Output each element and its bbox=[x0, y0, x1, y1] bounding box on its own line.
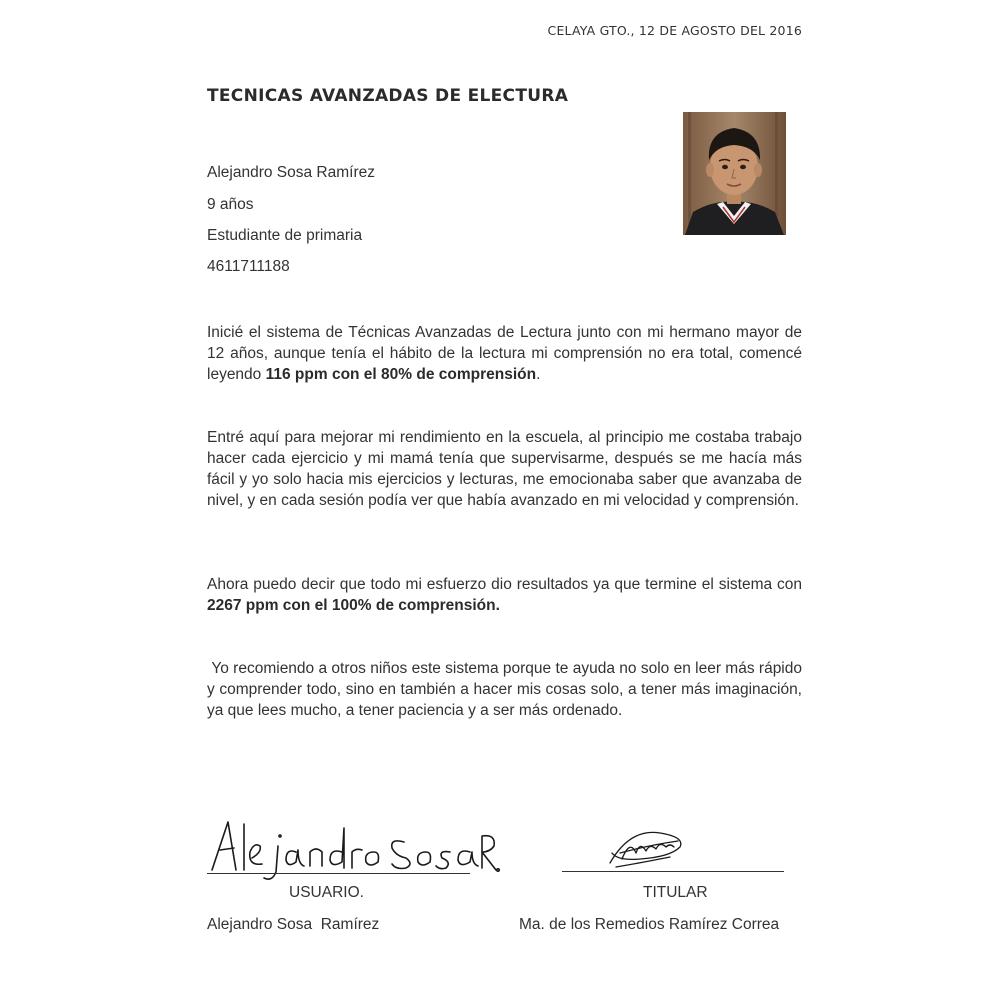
paragraph-start bbox=[207, 322, 802, 385]
paragraph-experience: Entré aquí para mejorar mi rendimiento en la escuela, al principio me costaba trabajo hacer cada ejercicio y mi mamá tenía que supervisarme, después se me hacía más fácil y yo solo hacia mis ejercicios y lecturas, me emocionaba saber que avanzaba de nivel, y en cada sesión podía ver que había avanzado en mi velocidad y comprensión. bbox=[207, 429, 802, 509]
signature-line-user bbox=[207, 873, 470, 874]
paragraph-start-end: . bbox=[536, 366, 541, 383]
paragraph-recommendation: Yo recomiendo a otros niños este sistema porque te ayuda no solo en leer más rápido y comprender todo, sino en también a hacer mis cosas solo, a tener más imaginación, ya que lees mucho, a tener paciencia y a ser más ordenado. bbox=[207, 660, 807, 719]
final-speed-highlight: 2267 ppm con el 100% de comprensión. bbox=[207, 597, 500, 614]
document-date: CELAYA GTO., 12 DE AGOSTO DEL 2016 bbox=[547, 23, 802, 38]
holder-role-label: TITULAR bbox=[643, 884, 708, 901]
paragraph-results-text: Ahora puedo decir que todo mi esfuerzo dio resultados ya que termine el sistema con bbox=[207, 576, 802, 593]
holder-signature bbox=[600, 823, 700, 873]
paragraph-start-text: Inicié el sistema de Técnicas Avanzadas de Lectura junto con mi hermano mayor de 12 años, aunque tenía el hábito de la lectura mi comprensión no era total, comencé leyendo bbox=[207, 324, 802, 383]
student-photo bbox=[683, 112, 786, 235]
signature-line-holder bbox=[562, 871, 784, 872]
holder-signer-name: Ma. de los Remedios Ramírez Correa bbox=[519, 916, 780, 933]
user-signature bbox=[200, 812, 500, 882]
user-signer-name: Alejandro Sosa Ramírez bbox=[207, 916, 380, 933]
document-title: TECNICAS AVANZADAS DE ELECTURA bbox=[207, 86, 569, 106]
user-role-label: USUARIO. bbox=[289, 884, 364, 901]
initial-speed-highlight: 116 ppm con el 80% de comprensión bbox=[265, 366, 537, 383]
paragraph-results bbox=[207, 574, 802, 616]
student-name: Alejandro Sosa Ramírez bbox=[207, 164, 375, 181]
student-phone: 4611711188 bbox=[207, 258, 290, 275]
student-age: 9 años bbox=[207, 196, 254, 213]
student-occupation: Estudiante de primaria bbox=[207, 227, 363, 244]
